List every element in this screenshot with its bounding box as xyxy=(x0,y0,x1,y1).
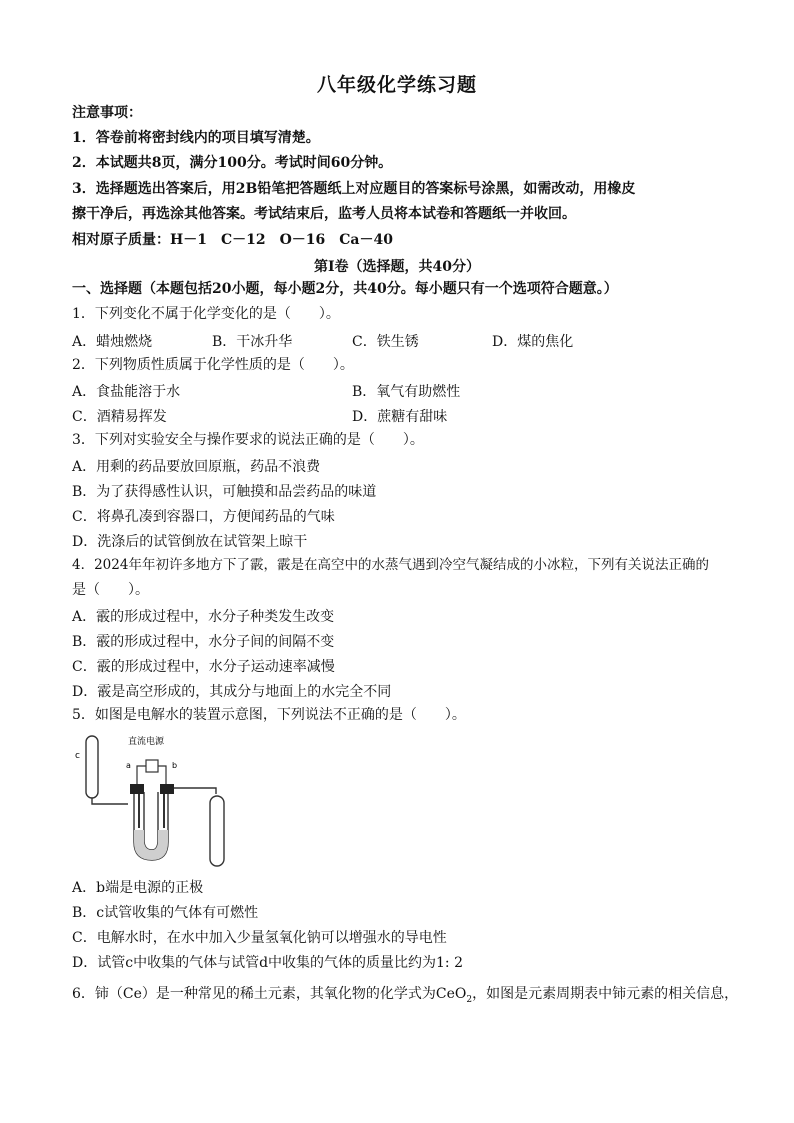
notice-item: 擦干净后，再选涂其他答案。考试结束后，监考人员将本试卷和答题纸一并收回。 xyxy=(72,206,576,222)
notice-item: 1．答卷前将密封线内的项目填写清楚。 xyxy=(72,130,320,146)
option: C．铁生锈 xyxy=(352,334,419,350)
electrolysis-apparatus-diagram xyxy=(68,730,248,870)
label-a: a xyxy=(126,761,131,770)
notice-heading: 注意事项： xyxy=(72,105,142,121)
option: C．将鼻孔凑到容器口，方便闻药品的气味 xyxy=(72,509,335,525)
option: D．蔗糖有甜味 xyxy=(352,409,448,425)
option: C．酒精易挥发 xyxy=(72,409,167,425)
notice-item: 2．本试题共8页，满分100分。考试时间60分钟。 xyxy=(72,155,393,171)
page-title: 八年级化学练习题 xyxy=(316,74,477,96)
question-stem: 5．如图是电解水的装置示意图，下列说法不正确的是（ ）。 xyxy=(72,707,466,723)
option: D．煤的焦化 xyxy=(492,334,574,350)
label-c: c xyxy=(75,751,80,761)
notice-item: 3．选择题选出答案后，用2B铅笔把答题纸上对应题目的答案标号涂黑，如需改动，用橡皮 xyxy=(72,181,636,197)
question-stem: 3．下列对实验安全与操作要求的说法正确的是（ ）。 xyxy=(72,432,424,448)
option: B．干冰升华 xyxy=(212,334,293,350)
power-supply-label: 直流电源 xyxy=(128,737,165,747)
option: D．洗涤后的试管倒放在试管架上晾干 xyxy=(72,534,308,550)
option: A．霰的形成过程中，水分子种类发生改变 xyxy=(72,609,335,625)
option: B．氧气有助燃性 xyxy=(352,384,461,400)
option: D．霰是高空形成的，其成分与地面上的水完全不同 xyxy=(72,684,392,700)
option: A．用剩的药品要放回原瓶，药品不浪费 xyxy=(72,459,321,475)
part-heading: 一、选择题（本题包括20小题，每小题2分，共40分。每小题只有一个选项符合题意。） xyxy=(72,281,618,297)
option: B．为了获得感性认识，可触摸和品尝药品的味道 xyxy=(72,484,377,500)
section-title: 第Ⅰ卷（选择题，共40分） xyxy=(313,259,481,275)
option: B．c试管收集的气体有可燃性 xyxy=(72,905,259,921)
q6-stem: 6．铈（Ce）是一种常见的稀土元素，其氧化物的化学式为CeO xyxy=(72,986,467,1002)
label-b: b xyxy=(172,761,178,770)
option: A．b端是电源的正极 xyxy=(72,880,204,896)
q6-subscript: 2 xyxy=(466,994,473,1005)
question-stem: 1．下列变化不属于化学变化的是（ ）。 xyxy=(72,306,340,322)
question-stem: 2．下列物质性质属于化学性质的是（ ）。 xyxy=(72,357,354,373)
option: C．电解水时，在水中加入少量氢氧化钠可以增强水的导电性 xyxy=(72,930,447,946)
option: D．试管c中收集的气体与试管d中收集的气体的质量比约为1: 2 xyxy=(72,955,464,971)
option: B．霰的形成过程中，水分子间的间隔不变 xyxy=(72,634,335,650)
question-stem-cont: 是（ ）。 xyxy=(72,582,149,598)
option: A．食盐能溶于水 xyxy=(72,384,181,400)
question-stem: 4．2024年年初许多地方下了霰，霰是在高空中的水蒸气遇到冷空气凝结成的小冰粒，下列有关说法正确的 xyxy=(72,557,709,573)
option: C．霰的形成过程中，水分子运动速率减慢 xyxy=(72,659,335,675)
option: A．蜡烛燃烧 xyxy=(72,334,153,350)
atomic-mass-line: 相对原子质量：H－1 C－12 O－16 Ca－40 xyxy=(72,232,393,248)
q6-stem-end: ，如图是元素周期表中铈元素的相关信息， xyxy=(472,986,739,1002)
question-stem xyxy=(72,985,738,1009)
